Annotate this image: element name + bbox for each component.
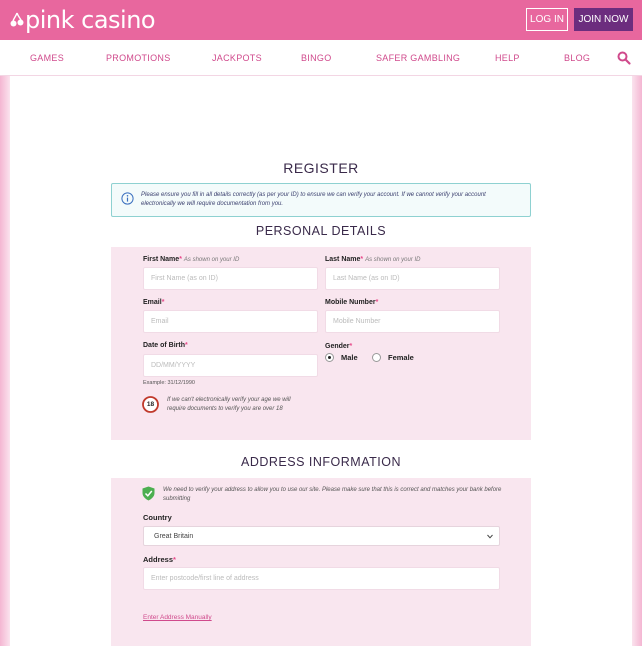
gender-label: Gender* — [325, 343, 353, 350]
join-now-button[interactable]: JOIN NOW — [574, 8, 633, 31]
chevron-down-icon — [487, 534, 493, 539]
country-select[interactable]: Great Britain — [143, 526, 500, 546]
age-badge-text: 18 — [146, 401, 155, 408]
search-icon[interactable] — [617, 51, 631, 65]
dob-example: Example: 31/12/1990 — [143, 380, 195, 386]
address-panel — [111, 478, 531, 646]
top-bar — [0, 0, 642, 40]
mobile-label: Mobile Number* — [325, 299, 379, 306]
main-nav — [0, 40, 642, 76]
email-label: Email* — [143, 299, 165, 306]
page-title: REGISTER — [283, 160, 359, 176]
logo-text: pink casino — [25, 6, 156, 34]
nav-item-safer-gambling[interactable]: SAFER GAMBLING — [376, 53, 461, 63]
dob-label: Date of Birth* — [143, 342, 188, 349]
dob-field[interactable]: DD/MM/YYYY — [143, 354, 318, 377]
info-notice — [111, 183, 531, 217]
address-search-field[interactable]: Enter postcode/first line of address — [143, 567, 500, 590]
first-name-label: First Name* As shown on your ID — [143, 256, 240, 263]
nav-item-games[interactable]: GAMES — [30, 53, 65, 63]
mobile-field[interactable]: Mobile Number — [325, 310, 500, 333]
gender-male-radio[interactable]: Male — [325, 353, 358, 362]
enter-address-manually-link[interactable]: Enter Address Manually — [143, 614, 212, 621]
logo[interactable] — [10, 4, 155, 36]
last-name-label: Last Name* As shown on your ID — [325, 256, 421, 263]
info-text: Please ensure you fill in all details correctly (as per your ID) to ensure we can verify your account. If we cannot verify your account electronically we will require documentation from you. — [141, 192, 486, 207]
address-information-title: ADDRESS INFORMATION — [241, 455, 401, 469]
last-name-field[interactable]: Last Name (as on ID) — [325, 267, 500, 290]
radio-selected-icon — [325, 353, 334, 362]
nav-item-help[interactable]: HELP — [495, 53, 520, 63]
first-name-field[interactable]: First Name (as on ID) — [143, 267, 318, 290]
personal-details-panel — [111, 247, 531, 440]
age-verification-text: If we can't electronically verify your age we will require documents to verify you are over 18 — [167, 397, 291, 412]
nav-item-blog[interactable]: BLOG — [564, 53, 591, 63]
nav-item-jackpots[interactable]: JACKPOTS — [212, 53, 262, 63]
shield-check-icon — [142, 486, 155, 501]
country-label: Country — [143, 513, 172, 522]
info-icon — [121, 192, 134, 205]
address-label: Address* — [143, 555, 176, 564]
cherry-icon — [10, 11, 24, 29]
gender-female-radio[interactable]: Female — [372, 353, 414, 362]
nav-item-bingo[interactable]: BINGO — [301, 53, 332, 63]
personal-details-title: PERSONAL DETAILS — [255, 224, 387, 238]
radio-unselected-icon — [372, 353, 381, 362]
login-button[interactable]: LOG IN — [526, 8, 568, 31]
address-note: We need to verify your address to allow you to use our site. Please make sure that this is correct and matches your bank before submitting — [163, 487, 502, 502]
email-field[interactable]: Email — [143, 310, 318, 333]
nav-item-promotions[interactable]: PROMOTIONS — [106, 53, 171, 63]
